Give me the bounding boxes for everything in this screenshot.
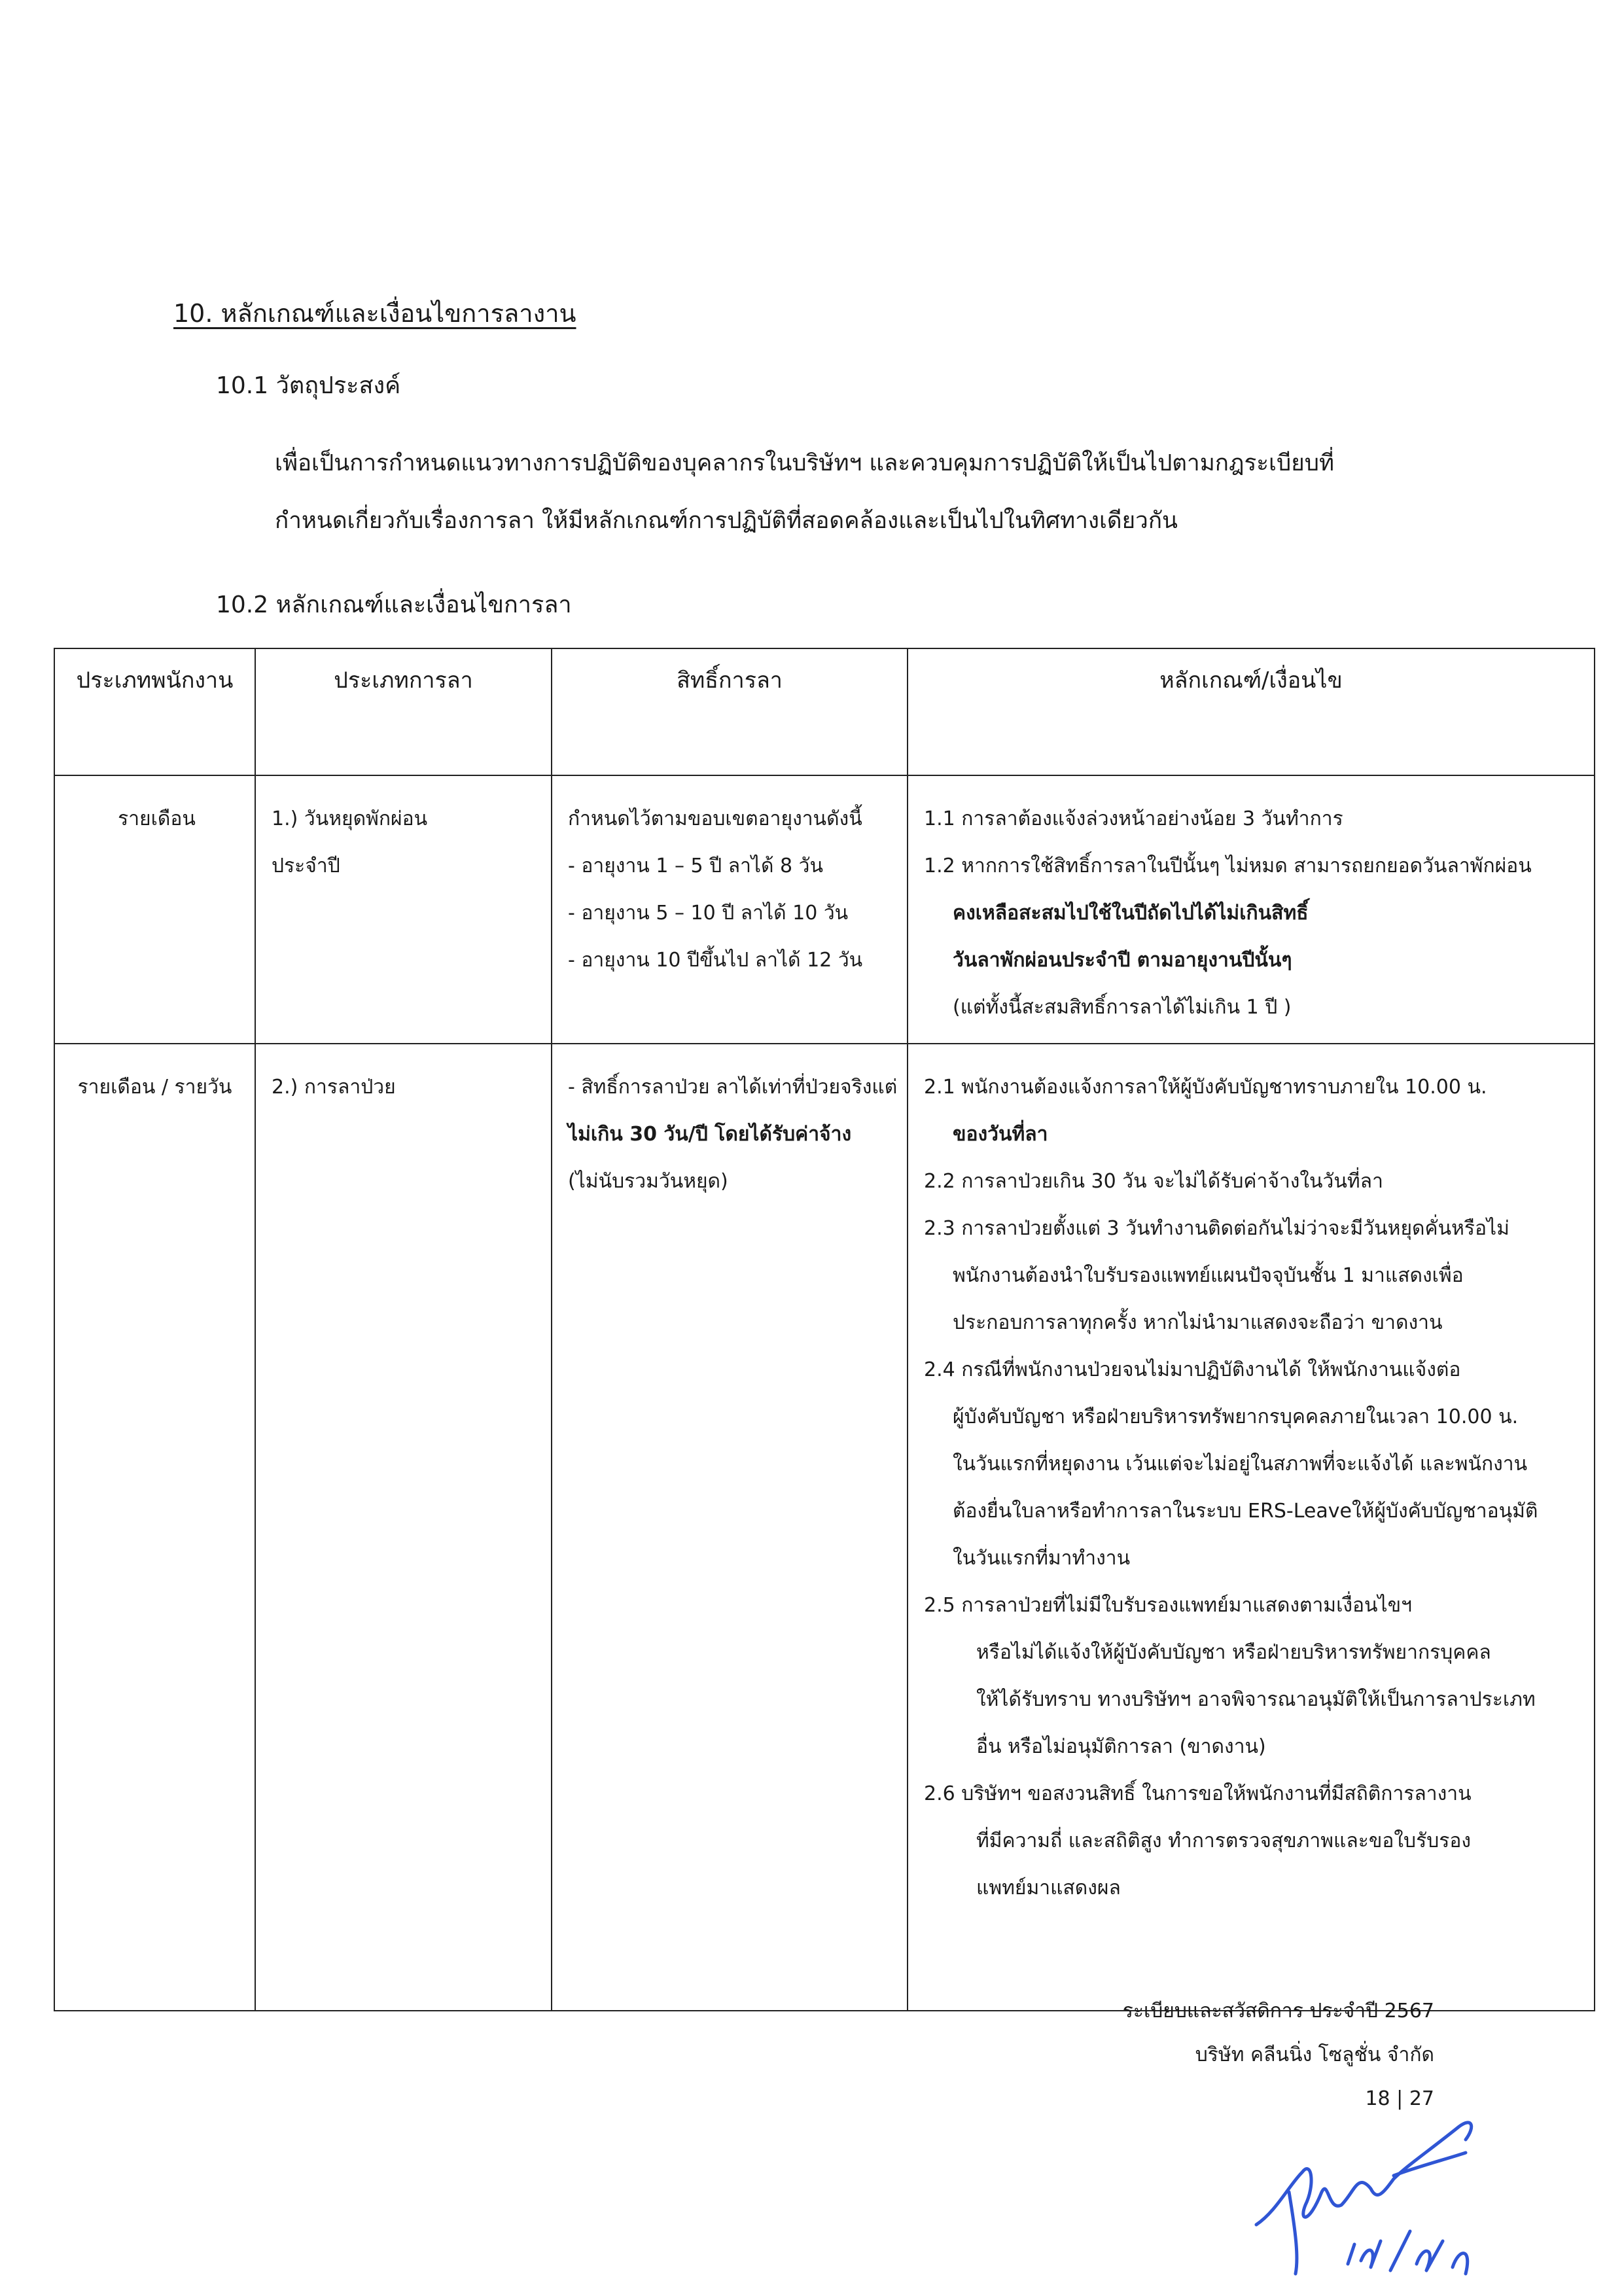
rule-line: 2.1 พนักงานต้องแจ้งการลาให้ผู้บังคับบัญชาทราบภายใน 10.00 น. — [924, 1076, 1487, 1099]
rights-line: - อายุงาน 10 ปีขึ้นไป ลาได้ 12 วัน — [568, 949, 863, 972]
leave-policy-table — [54, 648, 1595, 2011]
rule-line: ผู้บังคับบัญชา หรือฝ่ายบริหารทรัพยากรบุคคลภายในเวลา 10.00 น. — [953, 1405, 1519, 1428]
rights-line: (ไม่นับรวมวันหยุด) — [568, 1170, 728, 1193]
rule-line: แพทย์มาแสดงผล — [976, 1877, 1121, 1899]
criteria-heading: 10.2 หลักเกณฑ์และเงื่อนไขการลา — [216, 592, 572, 618]
rights-line: - อายุงาน 5 – 10 ปี ลาได้ 10 วัน — [568, 902, 849, 925]
rights-line: - อายุงาน 1 – 5 ปี ลาได้ 8 วัน — [568, 855, 824, 877]
rule-line: อื่น หรือไม่อนุมัติการลา (ขาดงาน) — [976, 1735, 1266, 1758]
signature-stroke — [1256, 2123, 1472, 2225]
rule-line: 2.3 การลาป่วยตั้งแต่ 3 วันทำงานติดต่อกันไม่ว่าจะมีวันหยุดคั่นหรือไม่ — [924, 1217, 1509, 1240]
handwritten-signature — [1250, 2113, 1544, 2284]
rule-line: หรือไม่ได้แจ้งให้ผู้บังคับบัญชา หรือฝ่ายบริหารทรัพยากรบุคคล — [976, 1641, 1491, 1664]
employee-type-cell: รายเดือน / รายวัน — [77, 1076, 232, 1099]
rule-line: 1.2 หากการใช้สิทธิ์การลาในปีนั้นๆ ไม่หมด สามารถยกยอดวันลาพักผ่อน — [924, 855, 1532, 877]
rule-line: วันลาพักผ่อนประจำปี ตามอายุงานปีนั้นๆ — [953, 949, 1292, 972]
rule-line: ในวันแรกที่มาทำงาน — [953, 1547, 1131, 1570]
rule-line: 2.6 บริษัทฯ ขอสงวนสิทธิ์ ในการขอให้พนักงานที่มีสถิติการลางาน — [924, 1782, 1472, 1805]
signature-stroke — [1348, 2231, 1468, 2274]
rights-line: ไม่เกิน 30 วัน/ปี โดยได้รับค่าจ้าง — [568, 1123, 852, 1146]
rule-line: 2.5 การลาป่วยที่ไม่มีใบรับรองแพทย์มาแสดงตามเงื่อนไขฯ — [924, 1594, 1412, 1617]
objective-heading: 10.1 วัตถุประสงค์ — [216, 372, 401, 399]
table-row-sick-leave — [54, 1044, 1595, 2011]
section-heading: 10. หลักเกณฑ์และเงื่อนไขการลางาน — [173, 299, 576, 328]
signature-stroke — [1394, 2153, 1466, 2176]
rule-line: ให้ได้รับทราบ ทางบริษัทฯ อาจพิจารณาอนุมัติให้เป็นการลาประเภท — [976, 1688, 1536, 1711]
header-criteria: หลักเกณฑ์/เงื่อนไข — [908, 648, 1595, 775]
rule-line: ที่มีความถี่ และสถิติสูง ทำการตรวจสุขภาพและขอใบรับรอง — [976, 1829, 1472, 1852]
rule-line: ต้องยื่นใบลาหรือทำการลาในระบบ ERS-Leaveให้ผู้บังคับบัญชาอนุมัติ — [953, 1500, 1538, 1523]
footer-title: ระเบียบและสวัสดิการ ประจำปี 2567 — [1122, 2000, 1434, 2022]
rule-line: ประกอบการลาทุกครั้ง หากไม่นำมาแสดงจะถือว่า ขาดงาน — [953, 1311, 1443, 1334]
header-leave-rights: สิทธิ์การลา — [552, 648, 908, 775]
objective-paragraph-line-1: เพื่อเป็นการกำหนดแนวทางการปฏิบัติของบุคลากรในบริษัทฯ และควบคุมการปฏิบัติให้เป็นไปตามกฎระเบียบที่ — [275, 450, 1335, 476]
leave-type-line: 1.) วันหยุดพักผ่อน — [272, 807, 428, 830]
rule-line: ของวันที่ลา — [953, 1123, 1048, 1146]
table-row-annual-leave — [54, 775, 1595, 1044]
page-number: 18 | 27 — [1365, 2087, 1434, 2110]
rule-line: ในวันแรกที่หยุดงาน เว้นแต่จะไม่อยู่ในสภาพที่จะแจ้งได้ และพนักงาน — [953, 1453, 1528, 1475]
rights-line: - สิทธิ์การลาป่วย ลาได้เท่าที่ป่วยจริงแต่ — [568, 1076, 898, 1099]
rule-line: คงเหลือสะสมไปใช้ในปีถัดไปได้ไม่เกินสิทธิ์ — [953, 902, 1309, 925]
header-leave-type: ประเภทการลา — [255, 648, 552, 775]
employee-type-cell: รายเดือน — [118, 807, 196, 830]
rule-line: พนักงานต้องนำใบรับรองแพทย์แผนปัจจุบันชั้น 1 มาแสดงเพื่อ — [953, 1264, 1464, 1287]
rule-line: (แต่ทั้งนี้สะสมสิทธิ์การลาได้ไม่เกิน 1 ปี ) — [953, 996, 1292, 1019]
header-employee-type: ประเภทพนักงาน — [54, 648, 255, 775]
rule-line: 2.2 การลาป่วยเกิน 30 วัน จะไม่ได้รับค่าจ้างในวันที่ลา — [924, 1170, 1383, 1193]
rule-line: 2.4 กรณีที่พนักงานป่วยจนไม่มาปฏิบัติงานได้ ให้พนักงานแจ้งต่อ — [924, 1358, 1461, 1381]
rights-line: กำหนดไว้ตามขอบเขตอายุงานดังนี้ — [568, 807, 862, 830]
table-header-row — [54, 648, 1595, 775]
leave-type-line: 2.) การลาป่วย — [272, 1076, 396, 1099]
rule-line: 1.1 การลาต้องแจ้งล่วงหน้าอย่างน้อย 3 วันทำการ — [924, 807, 1343, 830]
leave-type-line: ประจำปี — [272, 855, 340, 877]
signature-stroke — [1289, 2192, 1297, 2274]
footer-company: บริษัท คลีนนิ่ง โซลูชั่น จำกัด — [1195, 2043, 1434, 2066]
objective-paragraph-line-2: กำหนดเกี่ยวกับเรื่องการลา ให้มีหลักเกณฑ์การปฏิบัติที่สอดคล้องและเป็นไปในทิศทางเดียวกัน — [275, 508, 1178, 534]
